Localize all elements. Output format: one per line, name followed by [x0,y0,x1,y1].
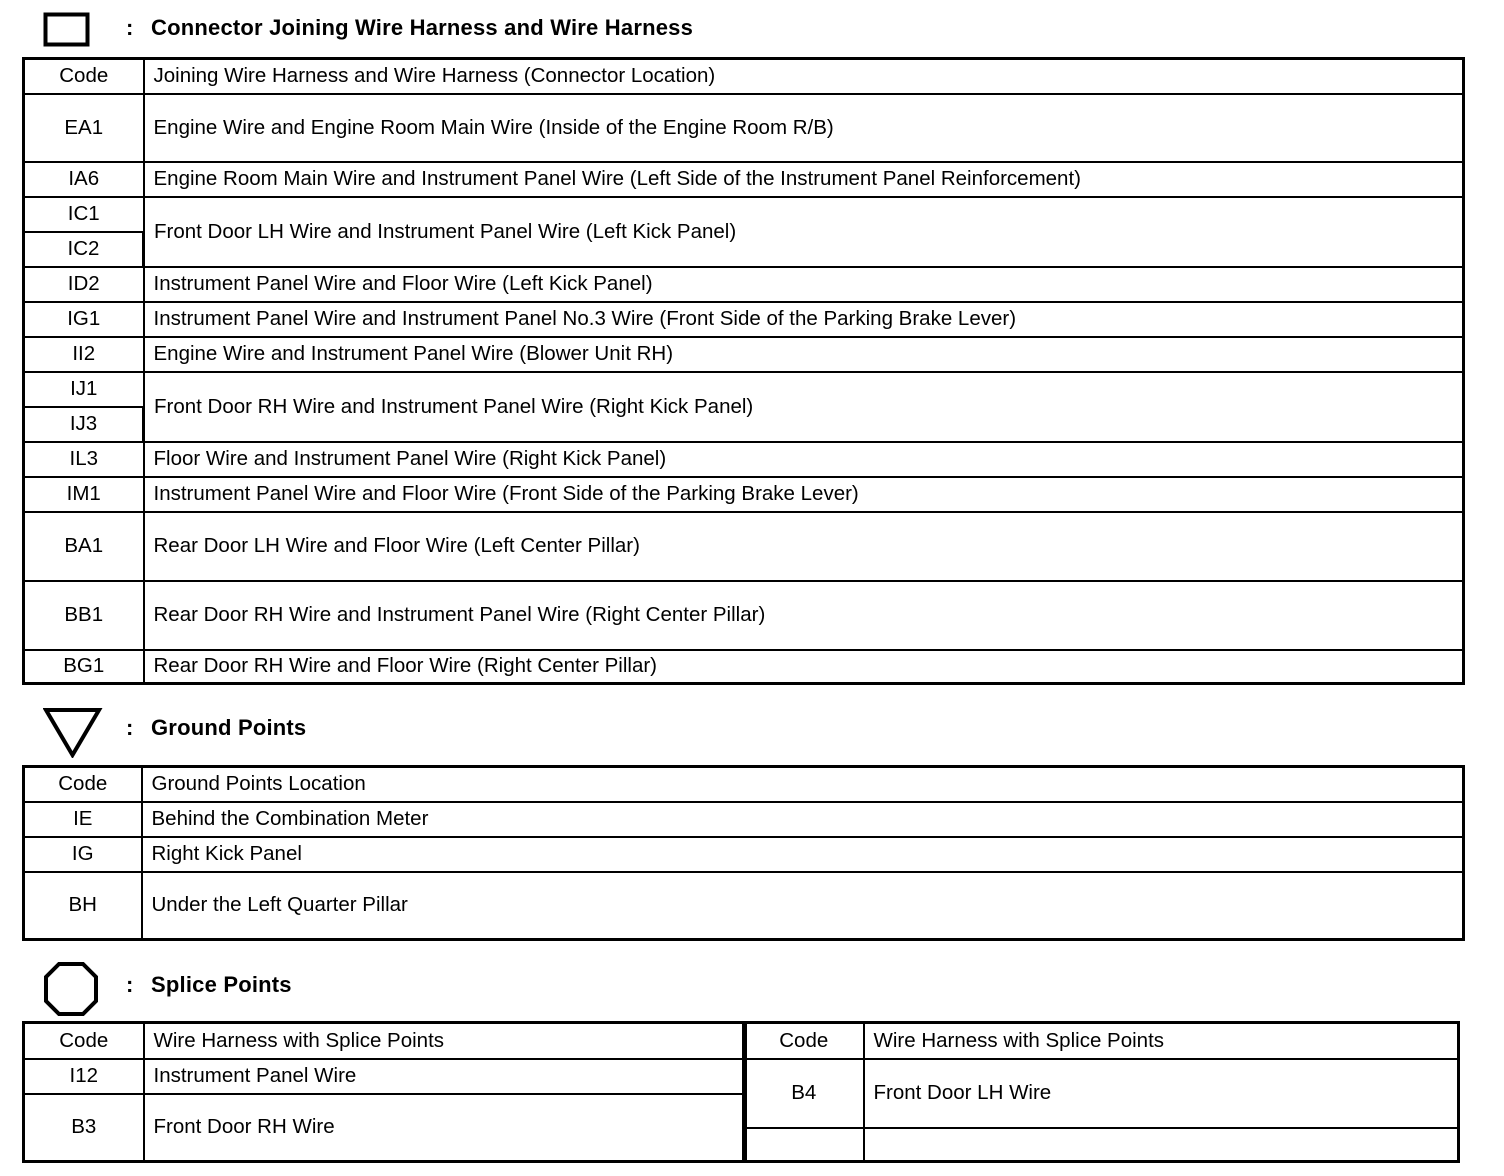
code-cell: IG1 [24,302,144,337]
code-cell: IE [24,802,142,837]
code-cell: IJ3 [24,407,144,442]
table-row [24,650,1464,684]
harness-header: Wire Harness with Splice Points [144,1023,746,1059]
code-cell [744,1128,864,1162]
section-title: Ground Points [151,715,307,740]
harness-header: Wire Harness with Splice Points [864,1023,1459,1059]
splice-table-left [22,1021,747,1163]
table-row [24,197,1464,232]
location-cell: Rear Door RH Wire and Floor Wire (Right Center Pillar) [144,650,1464,684]
location-cell: Instrument Panel Wire and Instrument Panel No.3 Wire (Front Side of the Parking Brake Lever) [144,302,1464,337]
code-cell: IL3 [24,442,144,477]
table-header-row [744,1023,1459,1059]
code-cell: ID2 [24,267,144,302]
location-header: Ground Points Location [142,767,1464,802]
code-cell: IG [24,837,142,872]
location-header: Joining Wire Harness and Wire Harness (Connector Location) [144,59,1464,94]
table-row [24,372,1464,407]
location-cell: Engine Wire and Instrument Panel Wire (Blower Unit RH) [144,337,1464,372]
table-row [24,1059,746,1094]
table-row [24,267,1464,302]
code-header: Code [24,767,142,802]
code-cell: I12 [24,1059,144,1094]
code-cell: IC2 [24,232,144,267]
harness-cell: Front Door LH Wire [864,1059,1459,1128]
splice-section-header [0,957,1504,1007]
table-row [24,302,1464,337]
code-cell: IA6 [24,162,144,197]
code-cell: B3 [24,1094,144,1162]
splice-table-right [742,1021,1460,1163]
section-colon: : [126,715,134,740]
location-cell: Rear Door RH Wire and Instrument Panel Wire (Right Center Pillar) [144,581,1464,650]
code-cell: BA1 [24,512,144,581]
code-cell: B4 [744,1059,864,1128]
table-row [24,442,1464,477]
location-cell: Under the Left Quarter Pillar [142,872,1464,940]
code-cell: EA1 [24,94,144,162]
harness-cell: Front Door RH Wire [144,1094,746,1162]
code-cell: IJ1 [24,372,144,407]
harness-cell: Instrument Panel Wire [144,1059,746,1094]
code-header: Code [24,1023,144,1059]
table-row [24,337,1464,372]
triangle-down-icon [43,706,103,758]
code-cell: BG1 [24,650,144,684]
code-header: Code [744,1023,864,1059]
connector-section-header [0,0,1504,50]
location-cell: Front Door RH Wire and Instrument Panel Wire (Right Kick Panel) [144,372,1464,442]
location-cell: Instrument Panel Wire and Floor Wire (Front Side of the Parking Brake Lever) [144,477,1464,512]
octagon-icon [43,961,99,1017]
code-cell: BB1 [24,581,144,650]
table-row [24,872,1464,940]
section-title: Splice Points [151,972,292,997]
ground-section-header [0,700,1504,750]
square-icon [43,12,91,48]
table-row [24,802,1464,837]
table-header-row [24,767,1464,802]
table-row [744,1128,1459,1162]
table-row [24,837,1464,872]
table-row [24,1094,746,1162]
location-cell: Floor Wire and Instrument Panel Wire (Right Kick Panel) [144,442,1464,477]
table-row [24,581,1464,650]
ground-table [22,765,1465,941]
location-cell: Engine Room Main Wire and Instrument Panel Wire (Left Side of the Instrument Panel Reinforcement) [144,162,1464,197]
section-title: Connector Joining Wire Harness and Wire Harness [151,15,694,40]
section-colon: : [126,972,134,997]
table-row [24,512,1464,581]
table-row [24,94,1464,162]
table-row [24,477,1464,512]
location-cell: Engine Wire and Engine Room Main Wire (Inside of the Engine Room R/B) [144,94,1464,162]
code-cell: IC1 [24,197,144,232]
code-cell: IM1 [24,477,144,512]
code-cell: II2 [24,337,144,372]
table-header-row [24,1023,746,1059]
table-row [744,1059,1459,1128]
location-cell: Behind the Combination Meter [142,802,1464,837]
connector-table [22,57,1465,685]
code-header: Code [24,59,144,94]
location-cell: Instrument Panel Wire and Floor Wire (Left Kick Panel) [144,267,1464,302]
table-row [24,162,1464,197]
code-cell: BH [24,872,142,940]
harness-cell [864,1128,1459,1162]
section-colon: : [126,15,134,40]
location-cell: Rear Door LH Wire and Floor Wire (Left Center Pillar) [144,512,1464,581]
location-cell: Front Door LH Wire and Instrument Panel Wire (Left Kick Panel) [144,197,1464,267]
location-cell: Right Kick Panel [142,837,1464,872]
table-header-row [24,59,1464,94]
